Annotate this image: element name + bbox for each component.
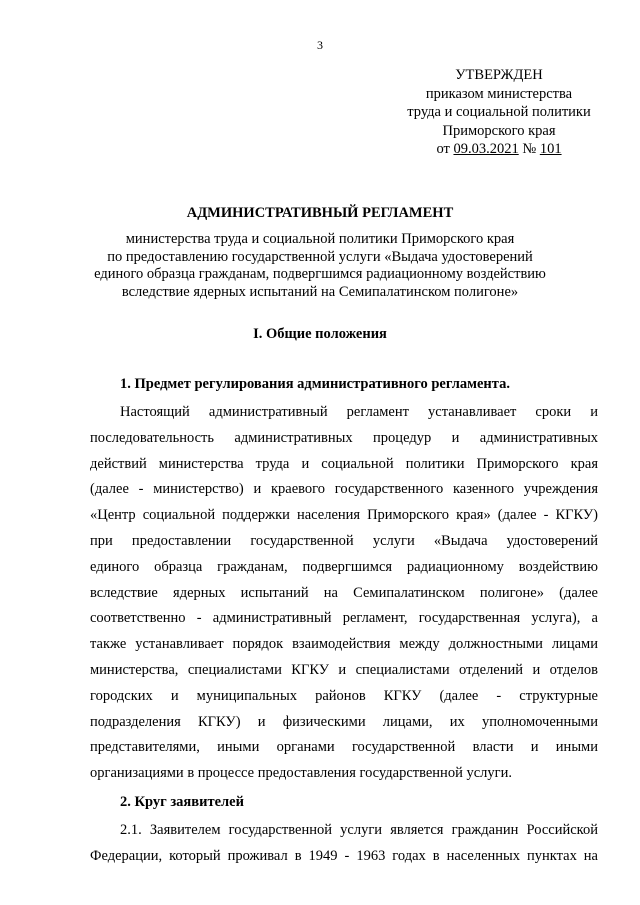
document-subtitle: [0, 231, 640, 301]
approval-line: труда и социальной политики: [407, 104, 591, 121]
date-prefix: от: [436, 141, 454, 158]
subtitle-line: единого образца гражданам, подвергшимся радиационному воздействию: [94, 266, 546, 282]
paragraph-line: также устанавливает порядок взаимодействия между должностными лицами: [90, 636, 598, 653]
approval-date-line: [392, 140, 606, 159]
approval-number: 101: [539, 141, 562, 158]
page-number: 3: [317, 38, 323, 52]
paragraph-line: Федерации, который проживал в 1949 - 1963 годах в населенных пунктах на: [90, 847, 598, 864]
approval-line: приказом министерства: [425, 85, 573, 102]
paragraph-line: вследствие ядерных испытаний на Семипалатинском полигоне» (далее: [90, 584, 598, 601]
number-prefix: №: [518, 141, 540, 158]
paragraph-line: представителями, иными органами государственной власти и иными: [90, 739, 598, 756]
approval-stamp: [392, 66, 606, 159]
paragraph-line: при предоставлении государственной услуги «Выдача удостоверений: [90, 532, 598, 549]
approval-line: Приморского края: [442, 122, 556, 139]
paragraph-line: соответственно - административный регламент, государственная услуга), а: [90, 610, 598, 627]
subtitle-line: вследствие ядерных испытаний на Семипалатинском полигоне»: [121, 283, 519, 300]
paragraph-line: последовательность административных процедур и административных: [90, 429, 598, 446]
subsection-heading: 2. Круг заявителей: [120, 794, 244, 810]
subtitle-line: по предоставлению государственной услуги «Выдача удостоверений: [107, 248, 533, 265]
subsection-heading: 1. Предмет регулирования административного регламента.: [120, 376, 510, 392]
paragraph: [90, 400, 598, 787]
paragraph-line: действий министерства труда и социальной политики Приморского края: [90, 455, 598, 472]
approval-line: УТВЕРЖДЕН: [455, 67, 543, 83]
document-title: АДМИНИСТРАТИВНЫЙ РЕГЛАМЕНТ: [186, 205, 454, 221]
paragraph-line: министерства, специалистами КГКУ и специалистами отделений и отделов: [90, 661, 598, 678]
paragraph-line: (далее - министерство) и краевого государственного казенного учреждения: [90, 481, 598, 498]
approval-date: 09.03.2021: [453, 141, 519, 158]
subtitle-line: министерства труда и социальной политики Приморского края: [125, 231, 515, 247]
paragraph-line: подразделения КГКУ) и физическими лицами, их уполномоченными: [90, 713, 598, 730]
paragraph: [90, 818, 598, 870]
paragraph-line: «Центр социальной поддержки населения Приморского края» (далее - КГКУ): [90, 507, 598, 524]
paragraph-line: Настоящий административный регламент устанавливает сроки и: [120, 404, 598, 420]
section-heading: I. Общие положения: [253, 326, 387, 342]
paragraph-line: 2.1. Заявителем государственной услуги является гражданин Российской: [120, 822, 598, 838]
paragraph-line: единого образца гражданам, подвергшимся радиационному воздействию: [90, 558, 598, 575]
paragraph-line: организациями в процессе предоставления государственной услуги.: [90, 765, 512, 782]
paragraph-line: городских и муниципальных районов КГКУ (далее - структурные: [90, 687, 598, 704]
